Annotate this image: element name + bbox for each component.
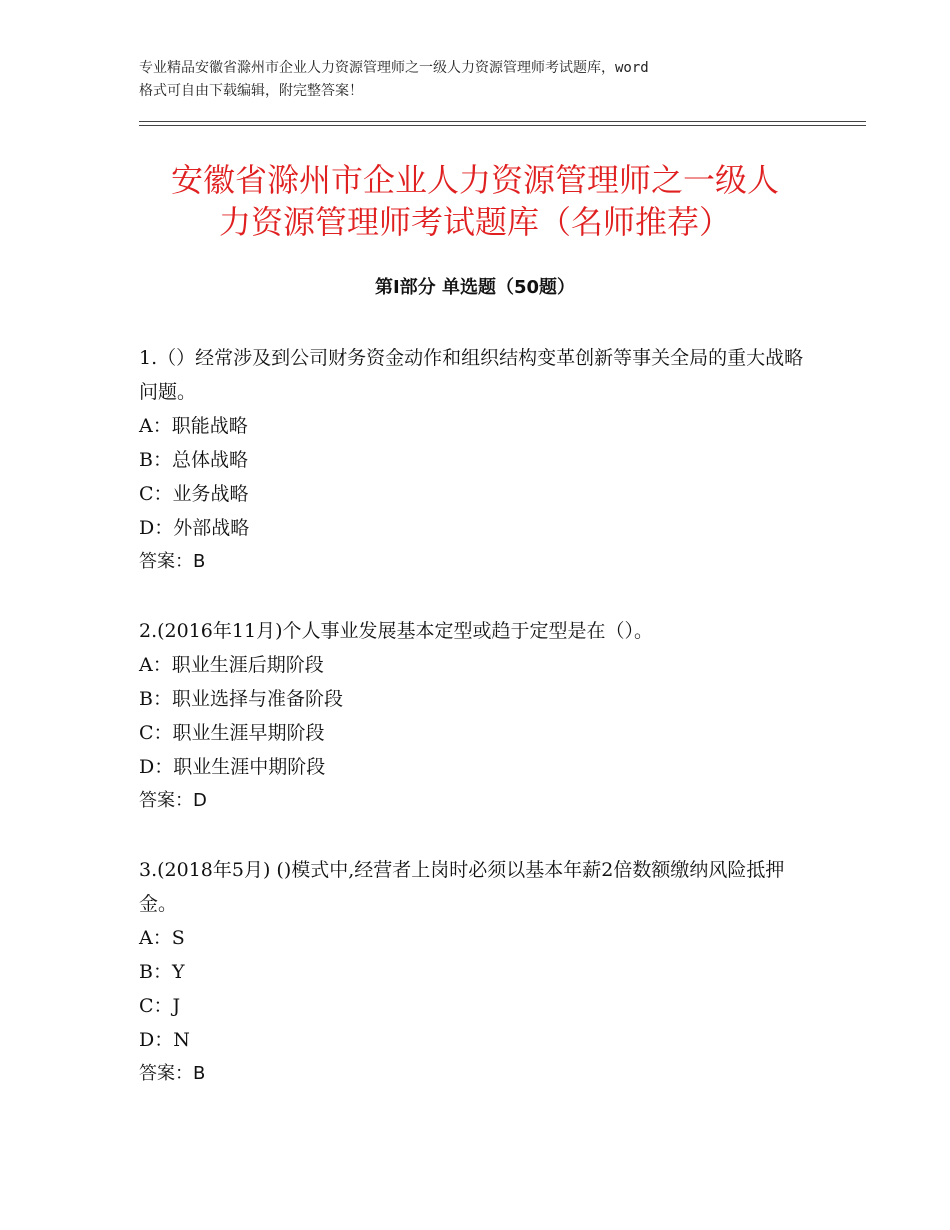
header-divider xyxy=(139,121,866,126)
question-2 xyxy=(139,614,809,818)
option-a: A：S xyxy=(139,927,185,949)
answer: 答案：B xyxy=(139,551,206,572)
header-line-1: 专业精品安徽省滁州市企业人力资源管理师之一级人力资源管理师考试题库，word xyxy=(139,60,649,76)
option-c: C：业务战略 xyxy=(139,483,249,505)
option-c: C：职业生涯早期阶段 xyxy=(139,722,325,744)
section-title: 第Ⅰ部分 单选题（50题） xyxy=(374,277,575,298)
answer: 答案：B xyxy=(139,1063,206,1084)
question-1 xyxy=(139,341,809,579)
document-title xyxy=(120,159,830,243)
option-a: A：职业生涯后期阶段 xyxy=(139,654,324,676)
option-b: B：职业选择与准备阶段 xyxy=(139,688,343,710)
document-title-line-1: 安徽省滁州市企业人力资源管理师之一级人 xyxy=(170,161,779,199)
question-stem: 1.（）经常涉及到公司财务资金动作和组织结构变革创新等事关全局的重大战略问题。 xyxy=(139,347,804,403)
option-d: D：N xyxy=(139,1029,190,1051)
question-3 xyxy=(139,853,809,1091)
option-d: D：职业生涯中期阶段 xyxy=(139,756,326,778)
option-a: A：职能战略 xyxy=(139,415,248,437)
answer: 答案：D xyxy=(139,790,207,811)
page-header xyxy=(139,57,839,103)
option-d: D：外部战略 xyxy=(139,517,250,539)
option-b: B：Y xyxy=(139,961,185,983)
question-stem: 2.(2016年11月)个人事业发展基本定型或趋于定型是在（）。 xyxy=(139,620,653,642)
document-title-line-2: 力资源管理师考试题库（名师推荐） xyxy=(218,203,731,241)
header-line-2: 格式可自由下载编辑，附完整答案！ xyxy=(139,83,363,99)
question-stem: 3.(2018年5月) ()模式中,经营者上岗时必须以基本年薪2倍数额缴纳风险抵押金。 xyxy=(139,859,785,915)
option-c: C：J xyxy=(139,995,181,1017)
option-b: B：总体战略 xyxy=(139,449,248,471)
